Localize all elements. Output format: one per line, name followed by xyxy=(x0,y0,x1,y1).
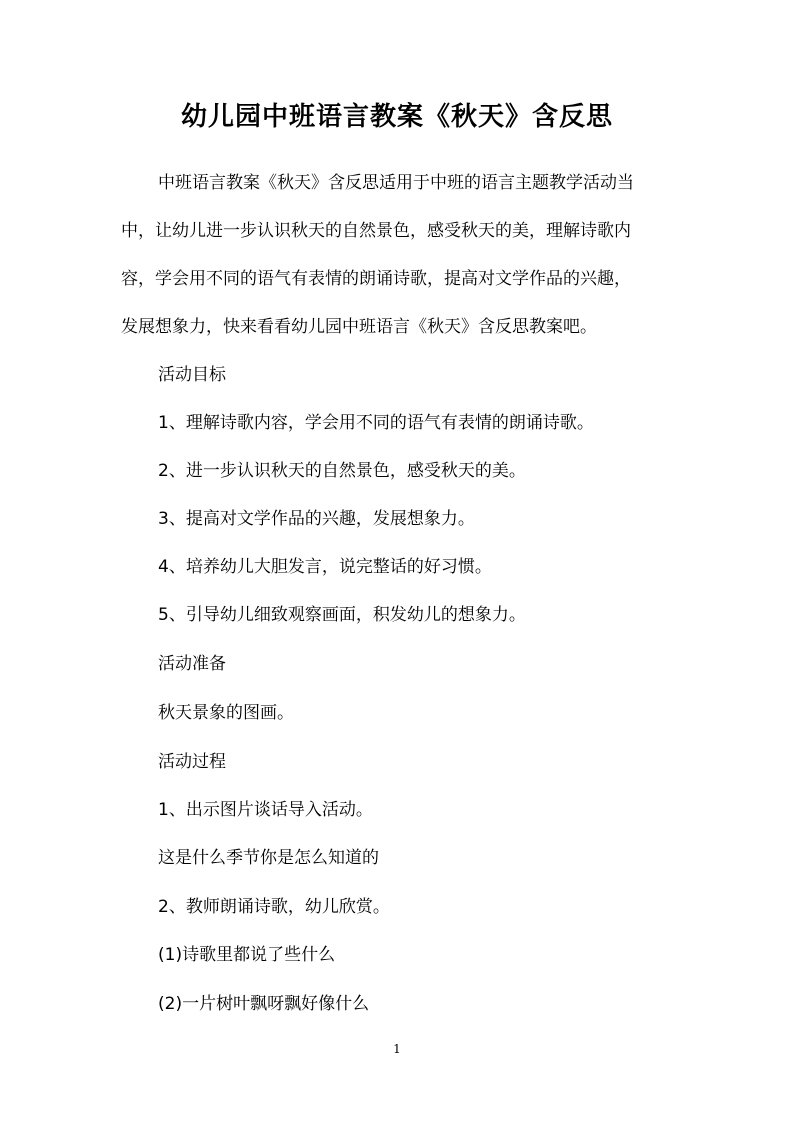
goal-item-2: 2、进一步认识秋天的自然景色，感受秋天的美。 xyxy=(158,461,526,481)
goal-item-5: 5、引导幼儿细致观察画面，积发幼儿的想象力。 xyxy=(158,605,526,625)
goal-item-1: 1、理解诗歌内容，学会用不同的语气有表情的朗诵诗歌。 xyxy=(158,413,594,433)
prep-text: 秋天景象的图画。 xyxy=(158,703,294,723)
goals-heading: 活动目标 xyxy=(158,365,226,385)
document-title: 幼儿园中班语言教案《秋天》含反思 xyxy=(180,102,613,132)
process-item-5: (2)一片树叶飘呀飘好像什么 xyxy=(158,994,370,1014)
goal-item-3: 3、提高对文学作品的兴趣，发展想象力。 xyxy=(158,509,475,529)
intro-line-1: 中班语言教案《秋天》含反思适用于中班的语言主题教学活动当 xyxy=(158,173,634,193)
prep-heading: 活动准备 xyxy=(158,654,226,674)
goal-item-4: 4、培养幼儿大胆发言，说完整话的好习惯。 xyxy=(158,557,492,577)
process-item-1: 1、出示图片谈话导入活动。 xyxy=(158,800,373,820)
process-item-4: (1)诗歌里都说了些什么 xyxy=(158,945,336,965)
process-heading: 活动过程 xyxy=(158,752,226,772)
intro-line-3: 容，学会用不同的语气有表情的朗诵诗歌，提高对文学作品的兴趣， xyxy=(121,269,631,289)
process-item-2: 这是什么季节你是怎么知道的 xyxy=(158,848,379,868)
intro-line-2: 中，让幼儿进一步认识秋天的自然景色，感受秋天的美，理解诗歌内 xyxy=(121,221,631,241)
intro-line-4: 发展想象力，快来看看幼儿园中班语言《秋天》含反思教案吧。 xyxy=(121,317,597,337)
process-item-3: 2、教师朗诵诗歌，幼儿欣赏。 xyxy=(158,897,390,917)
page-number: 1 xyxy=(393,1042,401,1056)
